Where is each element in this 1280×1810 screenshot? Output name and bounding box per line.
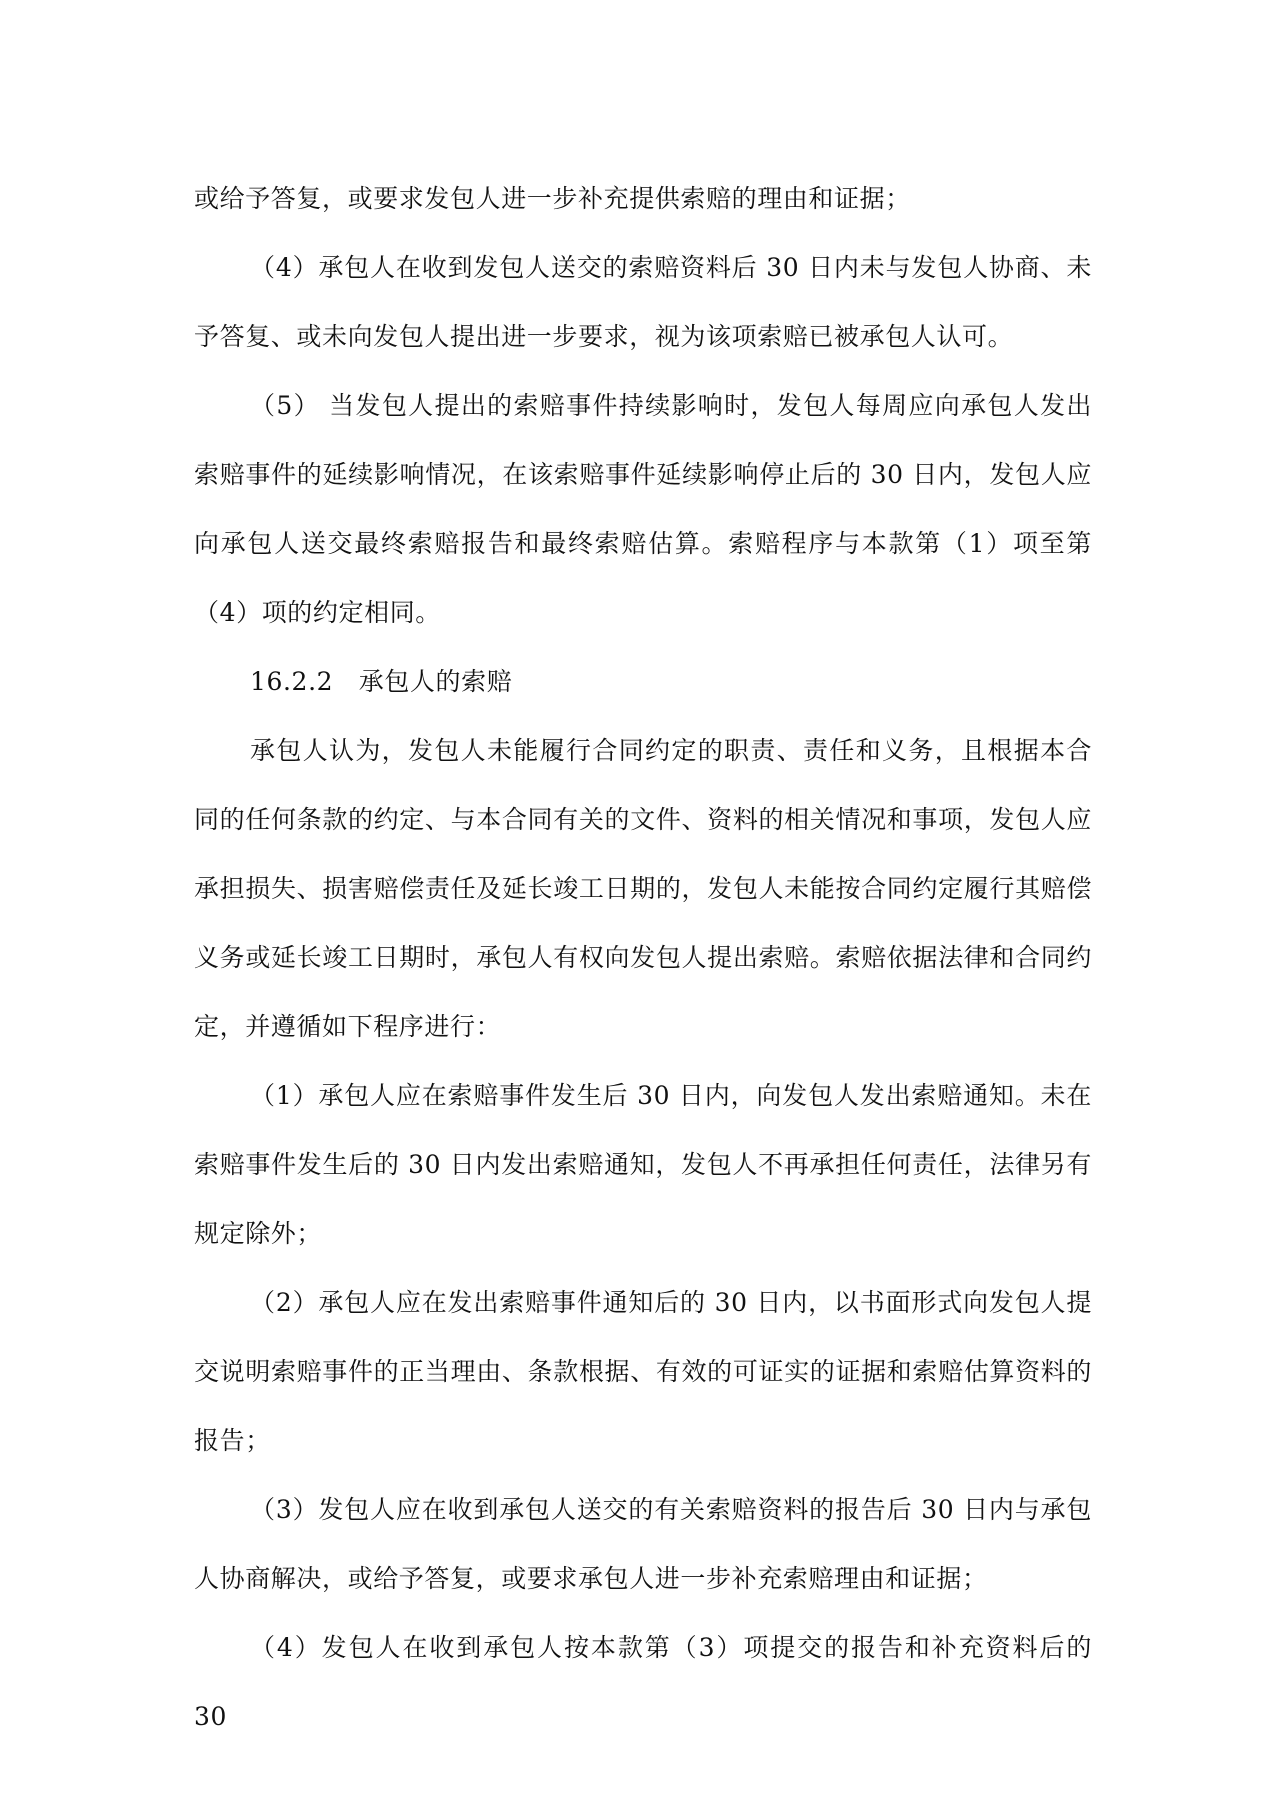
paragraph-item-4: （4）承包人在收到发包人送交的索赔资料后 30 日内未与发包人协商、未予答复、或未向发包人提出进一步要求，视为该项索赔已被承包人认可。 — [194, 253, 1092, 351]
section-heading-16-2-2: 16.2.2 承包人的索赔 — [250, 667, 513, 696]
paragraph-contractor-claim-intro: 承包人认为，发包人未能履行合同约定的职责、责任和义务，且根据本合同的任何条款的约定、与本合同有关的文件、资料的相关情况和事项，发包人应承担损失、损害赔偿责任及延长竣工日期的，发包人未能按合同约定履行其赔偿义务或延长竣工日期时，承包人有权向发包人提出索赔。索赔依据法律和合同约定，并遵循如下程序进行： — [194, 736, 1092, 1041]
paragraph-claim-step-3: （3）发包人应在收到承包人送交的有关索赔资料的报告后 30 日内与承包人协商解决，或给予答复，或要求承包人进一步补充索赔理由和证据； — [194, 1495, 1092, 1593]
paragraph-claim-step-1: （1）承包人应在索赔事件发生后 30 日内，向发包人发出索赔通知。未在索赔事件发生后的 30 日内发出索赔通知，发包人不再承担任何责任，法律另有规定除外； — [194, 1081, 1092, 1248]
document-body — [194, 164, 1092, 1751]
paragraph-claim-step-2: （2）承包人应在发出索赔事件通知后的 30 日内，以书面形式向发包人提交说明索赔事件的正当理由、条款根据、有效的可证实的证据和索赔估算资料的报告； — [194, 1288, 1092, 1455]
paragraph-item-5: （5） 当发包人提出的索赔事件持续影响时，发包人每周应向承包人发出索赔事件的延续影响情况，在该索赔事件延续影响停止后的 30 日内，发包人应向承包人送交最终索赔报告和最终索赔估算。索赔程序与本款第（1）项至第（4）项的约定相同。 — [194, 391, 1092, 627]
paragraph-continuation: 或给予答复，或要求发包人进一步补充提供索赔的理由和证据； — [194, 184, 911, 213]
paragraph-claim-step-4: （4）发包人在收到承包人按本款第（3）项提交的报告和补充资料后的 30 — [194, 1633, 1092, 1731]
